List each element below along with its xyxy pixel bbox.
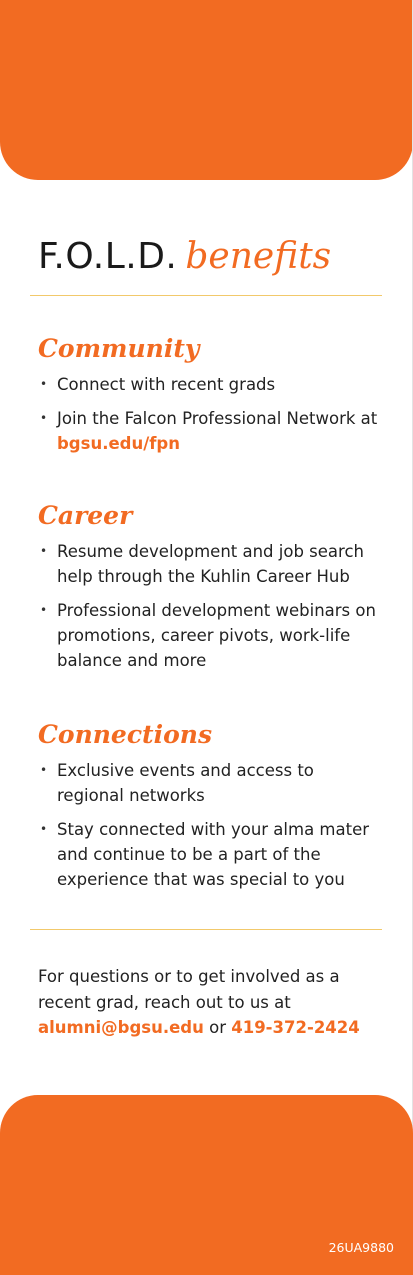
benefit-list: [38, 372, 378, 456]
list-item: [38, 758, 378, 808]
item-text: Professional development webinars on promotions, career pivots, work-life balance and more: [57, 601, 376, 670]
bullet-icon: •: [40, 822, 48, 836]
item-text: Join the Falcon Professional Network at: [57, 409, 378, 428]
bottom-divider: [30, 929, 382, 930]
section-heading: Career: [38, 501, 133, 530]
list-item: [38, 539, 378, 589]
list-item: [38, 817, 378, 892]
item-text: Exclusive events and access to regional networks: [57, 761, 314, 805]
item-text: Connect with recent grads: [57, 375, 276, 394]
top-divider: [30, 295, 382, 296]
phone-link[interactable]: 419-372-2424: [231, 1018, 360, 1037]
section-career: [38, 499, 378, 682]
section-heading: Connections: [38, 720, 213, 749]
bullet-icon: •: [40, 411, 48, 425]
page-title: [38, 236, 331, 277]
title-main: F.O.L.D.: [38, 236, 178, 277]
contact-info: [38, 964, 378, 1041]
item-text: Stay connected with your alma mater and continue to be a part of the experience that was special to you: [57, 820, 370, 889]
benefit-list: [38, 758, 378, 892]
section-community: [38, 332, 378, 465]
item-text: Resume development and job search help through the Kuhlin Career Hub: [57, 542, 364, 586]
benefit-list: [38, 539, 378, 673]
top-color-band: [0, 0, 413, 180]
list-item: [38, 598, 378, 673]
section-connections: [38, 718, 378, 901]
contact-or: or: [209, 1018, 226, 1037]
fpn-link[interactable]: bgsu.edu/fpn: [57, 434, 180, 453]
document-code: 26UA9880: [328, 1240, 394, 1255]
list-item: [38, 372, 378, 397]
bullet-icon: •: [40, 544, 48, 558]
title-accent: benefits: [185, 236, 332, 277]
bullet-icon: •: [40, 763, 48, 777]
email-link[interactable]: alumni@bgsu.edu: [38, 1018, 204, 1037]
bullet-icon: •: [40, 603, 48, 617]
section-heading: Community: [38, 334, 200, 363]
contact-text: For questions or to get involved as a recent grad, reach out to us at: [38, 967, 340, 1012]
list-item: [38, 406, 378, 456]
bullet-icon: •: [40, 377, 48, 391]
